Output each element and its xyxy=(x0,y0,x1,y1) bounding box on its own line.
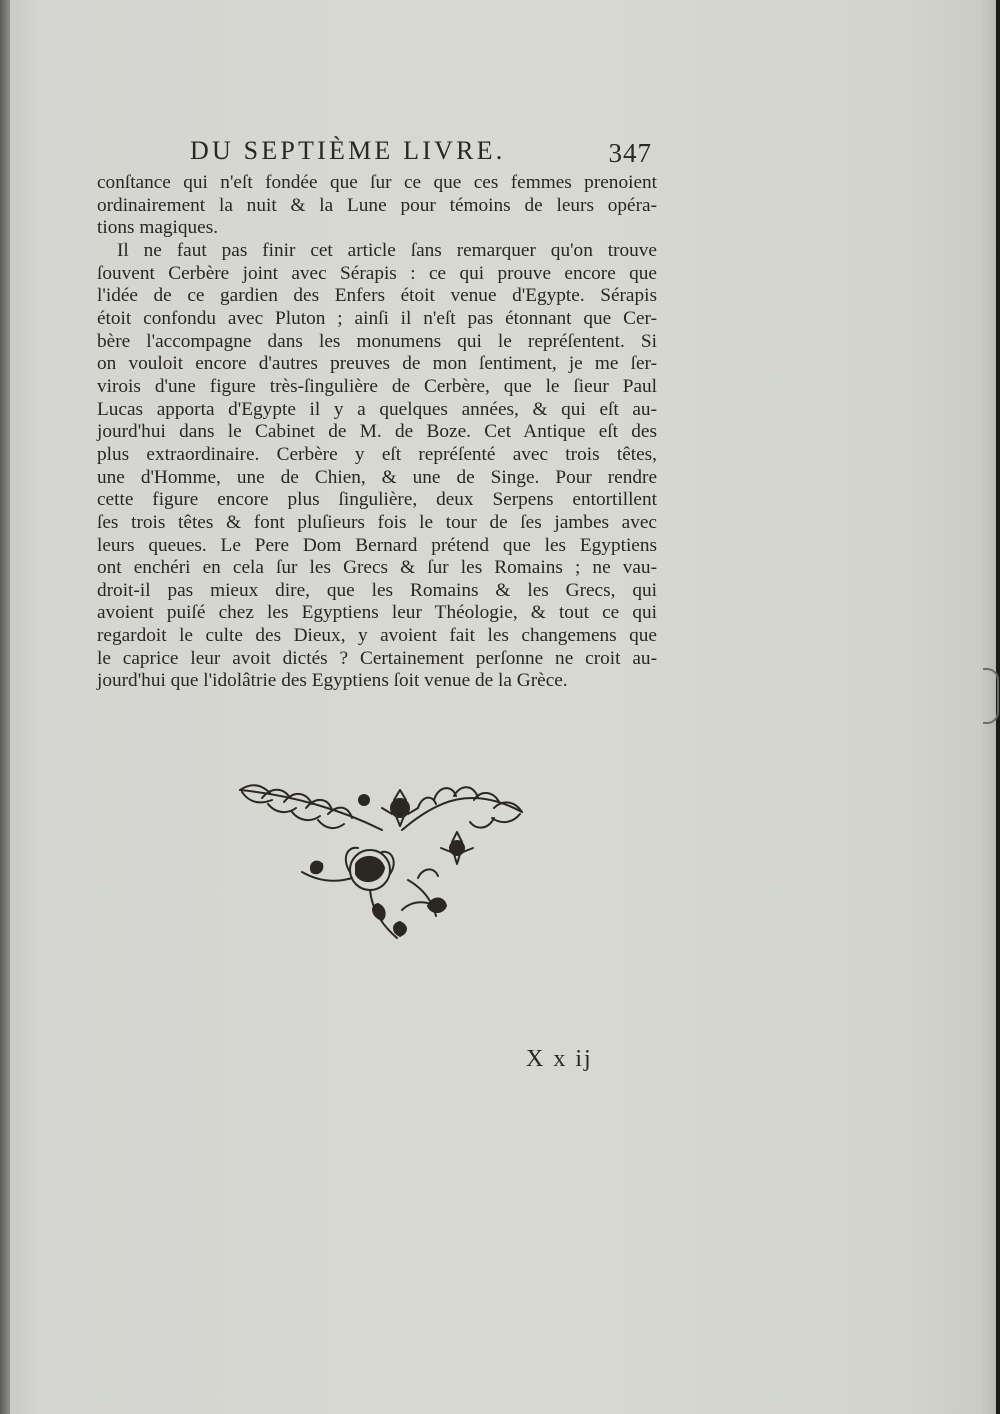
text-line: ſouvent Cerbère joint avec Sérapis : ce qui prouve encore que xyxy=(97,262,657,284)
text-line: tions magiques. xyxy=(97,217,219,239)
signature-mark: X x ij xyxy=(526,1046,593,1072)
text-line: ſes trois têtes & font pluſieurs fois le tour de ſes jambes avec xyxy=(97,511,657,533)
page-gutter xyxy=(0,0,10,1414)
text-line: regardoit le culte des Dieux, y avoient fait les changemens que xyxy=(97,625,657,647)
body-text xyxy=(97,172,657,693)
text-line: conſtance qui n'eſt fondée que ſur ce que ces femmes prenoient xyxy=(97,172,657,193)
paragraph-2 xyxy=(97,240,657,693)
text-line: cette figure encore plus ſingulière, deux Serpens entortillent xyxy=(97,489,657,511)
page-header xyxy=(190,136,660,170)
page-clip xyxy=(983,668,999,724)
text-line: Il ne faut pas finir cet article ſans remarquer qu'on trouve xyxy=(117,239,657,261)
text-line: ont enchéri en cela ſur les Grecs & ſur les Romains ; ne vau- xyxy=(97,557,657,579)
text-line: ordinairement la nuit & la Lune pour témoins de leurs opéra- xyxy=(97,194,657,216)
page-number: 347 xyxy=(608,138,652,168)
text-line: leurs queues. Le Pere Dom Bernard prétend que les Egyptiens xyxy=(97,534,657,556)
text-line: bère l'accompagne dans les monumens qui le repréſentent. Si xyxy=(97,330,657,352)
text-line: Lucas apporta d'Egypte il y a quelques années, & qui eſt au- xyxy=(97,398,657,420)
running-head: DU SEPTIÈME LIVRE. xyxy=(190,136,506,165)
text-line: le caprice leur avoit dictés ? Certainement perſonne ne croit au- xyxy=(97,647,657,669)
text-line: avoient puiſé chez les Egyptiens leur Théologie, & tout ce qui xyxy=(97,602,657,624)
floral-vignette-icon xyxy=(232,760,527,942)
text-line: une d'Homme, une de Chien, & une de Singe. Pour rendre xyxy=(97,466,657,488)
text-line: jourd'hui dans le Cabinet de M. de Boze. Cet Antique eſt des xyxy=(97,421,657,443)
text-line: on vouloit encore d'autres preuves de mon ſentiment, je me ſer- xyxy=(97,353,657,375)
text-line: l'idée de ce gardien des Enfers étoit venue d'Egypte. Sérapis xyxy=(97,285,657,307)
text-line: étoit confondu avec Pluton ; ainſi il n'eſt pas étonnant que Cer- xyxy=(97,307,657,329)
text-line: virois d'une figure très-ſingulière de Cerbère, que le ſieur Paul xyxy=(97,375,657,397)
text-line: plus extraordinaire. Cerbère y eſt repréſenté avec trois têtes, xyxy=(97,443,657,465)
paragraph-1 xyxy=(97,172,657,240)
text-line: droit-il pas mieux dire, que les Romains & les Grecs, qui xyxy=(97,579,657,601)
text-line: jourd'hui que l'idolâtrie des Egyptiens ſoit venue de la Grèce. xyxy=(97,670,568,692)
